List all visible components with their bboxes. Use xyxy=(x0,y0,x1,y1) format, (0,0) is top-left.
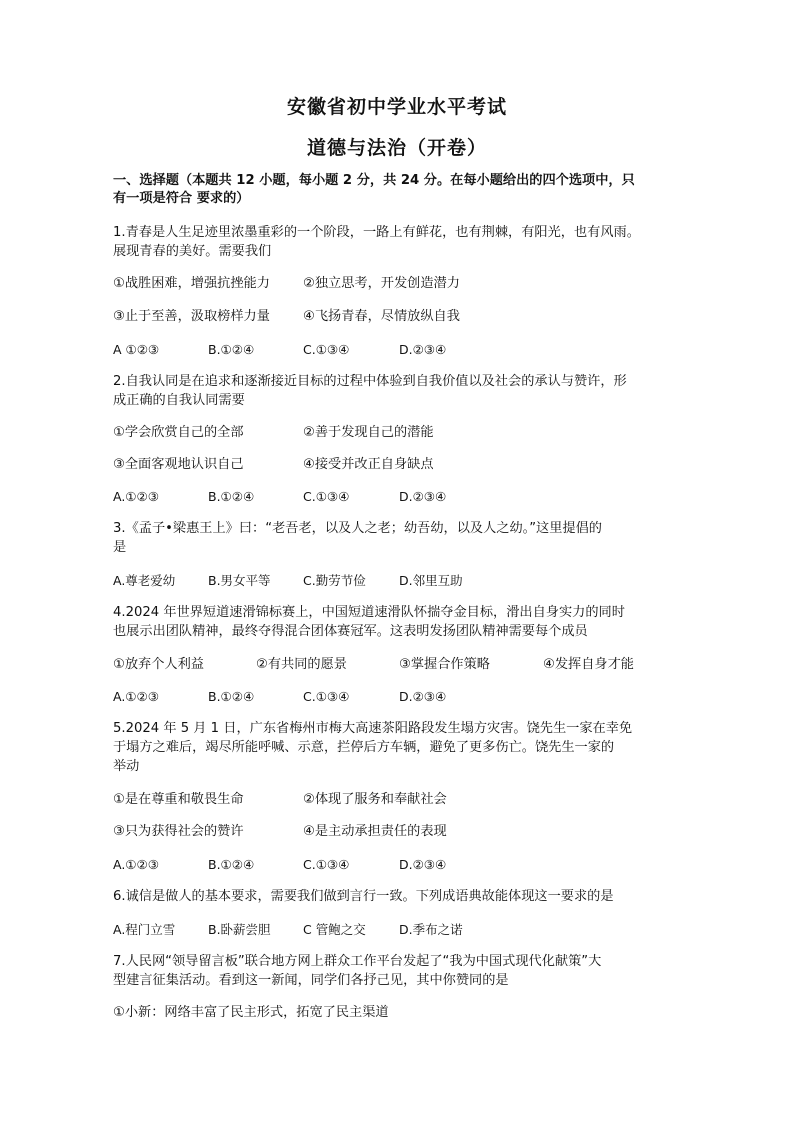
choice-a: A ①②③ xyxy=(113,342,160,357)
choice-b: B.男女平等 xyxy=(208,573,271,588)
question-5-stem-cont2: 举动 xyxy=(113,759,140,774)
statement: ④发挥自身才能 xyxy=(543,657,634,672)
question-7-statement: ①小新：网络丰富了民主形式，拓宽了民主渠道 xyxy=(113,1005,389,1020)
choice-c: C.①③④ xyxy=(303,342,350,357)
choice-d: D.季布之诺 xyxy=(399,922,463,937)
choice-b: B.①②④ xyxy=(208,489,255,504)
choice-b: B.①②④ xyxy=(208,342,255,357)
statement: ①战胜困难，增强抗挫能力 xyxy=(113,276,270,291)
choice-d: D.②③④ xyxy=(399,489,447,504)
statement: ②善于发现自己的潜能 xyxy=(303,425,434,440)
statement: ③全面客观地认识自己 xyxy=(113,457,244,472)
question-6-stem: 6.诚信是做人的基本要求，需要我们做到言行一致。下列成语典故能体现这一要求的是 xyxy=(113,889,614,904)
choice-d: D.②③④ xyxy=(399,342,447,357)
statement: ①放弃个人利益 xyxy=(113,657,204,672)
question-4-stem-cont: 也展示出团队精神，最终夺得混合团体赛冠军。这表明发扬团队精神需要每个成员 xyxy=(113,624,588,639)
statement: ④接受并改正自身缺点 xyxy=(303,457,434,472)
exam-title: 安徽省初中学业水平考试 xyxy=(286,96,507,118)
question-5-stem: 5.2024 年 5 月 1 日，广东省梅州市梅大高速茶阳路段发生塌方灾害。饶先生一家在幸免 xyxy=(113,721,633,736)
question-2-stem: 2.自我认同是在追求和逐渐接近目标的过程中体验到自我价值以及社会的承认与赞许，形 xyxy=(113,374,627,389)
section-heading-cont: 有一项是符合 要求的） xyxy=(113,191,250,206)
question-1-stem-cont: 展现青春的美好。需要我们 xyxy=(113,244,272,259)
statement: ②体现了服务和奉献社会 xyxy=(303,792,447,807)
exam-subtitle: 道德与法治（开卷） xyxy=(306,137,487,159)
choice-a: A.①②③ xyxy=(113,689,159,704)
choice-c: C.①③④ xyxy=(303,689,350,704)
question-5-stem-cont: 于塌方之难后，竭尽所能呼喊、示意，拦停后方车辆，避免了更多伤亡。饶先生一家的 xyxy=(113,740,615,755)
choice-a: A.尊老爱幼 xyxy=(113,573,176,588)
choice-d: D.②③④ xyxy=(399,689,447,704)
choice-c: C.①③④ xyxy=(303,857,350,872)
question-3-stem: 3.《孟子•梁惠王上》曰：“老吾老，以及人之老；幼吾幼，以及人之幼。”这里提倡的 xyxy=(113,521,602,536)
question-1-stem: 1.青春是人生足迹里浓墨重彩的一个阶段，一路上有鲜花，也有荆棘，有阳光，也有风雨。 xyxy=(113,225,640,240)
statement: ②独立思考，开发创造潜力 xyxy=(303,276,460,291)
question-3-stem-cont: 是 xyxy=(113,540,127,555)
choice-b: B.卧薪尝胆 xyxy=(208,922,271,937)
statement: ④是主动承担责任的表现 xyxy=(303,824,447,839)
question-7-stem: 7.人民网“领导留言板”联合地方网上群众工作平台发起了“我为中国式现代化献策”大 xyxy=(113,954,602,969)
statement: ④飞扬青春，尽情放纵自我 xyxy=(303,309,460,324)
question-4-stem: 4.2024 年世界短道速滑锦标赛上，中国短道速滑队怀揣夺金目标，滑出自身实力的同时 xyxy=(113,605,625,620)
choice-a: A.①②③ xyxy=(113,489,159,504)
choice-b: B.①②④ xyxy=(208,857,255,872)
choice-d: D.邻里互助 xyxy=(399,573,463,588)
question-7-stem-cont: 型建言征集活动。看到这一新闻，同学们各抒己见，其中你赞同的是 xyxy=(113,973,509,988)
statement: ①是在尊重和敬畏生命 xyxy=(113,792,244,807)
statement: ③只为获得社会的赞许 xyxy=(113,824,244,839)
section-heading: 一、选择题（本题共 12 小题，每小题 2 分，共 24 分。在每小题给出的四个选项中，只 xyxy=(113,173,635,188)
statement: ①学会欣赏自己的全部 xyxy=(113,425,244,440)
choice-a: A.①②③ xyxy=(113,857,159,872)
choice-a: A.程门立雪 xyxy=(113,922,176,937)
choice-d: D.②③④ xyxy=(399,857,447,872)
choice-b: B.①②④ xyxy=(208,689,255,704)
statement: ③止于至善，汲取榜样力量 xyxy=(113,309,270,324)
question-2-stem-cont: 成正确的自我认同需要 xyxy=(113,393,245,408)
choice-c: C.①③④ xyxy=(303,489,350,504)
choice-c: C.勤劳节俭 xyxy=(303,573,366,588)
choice-c: C 管鲍之交 xyxy=(303,922,366,937)
statement: ③掌握合作策略 xyxy=(399,657,490,672)
statement: ②有共同的愿景 xyxy=(256,657,347,672)
